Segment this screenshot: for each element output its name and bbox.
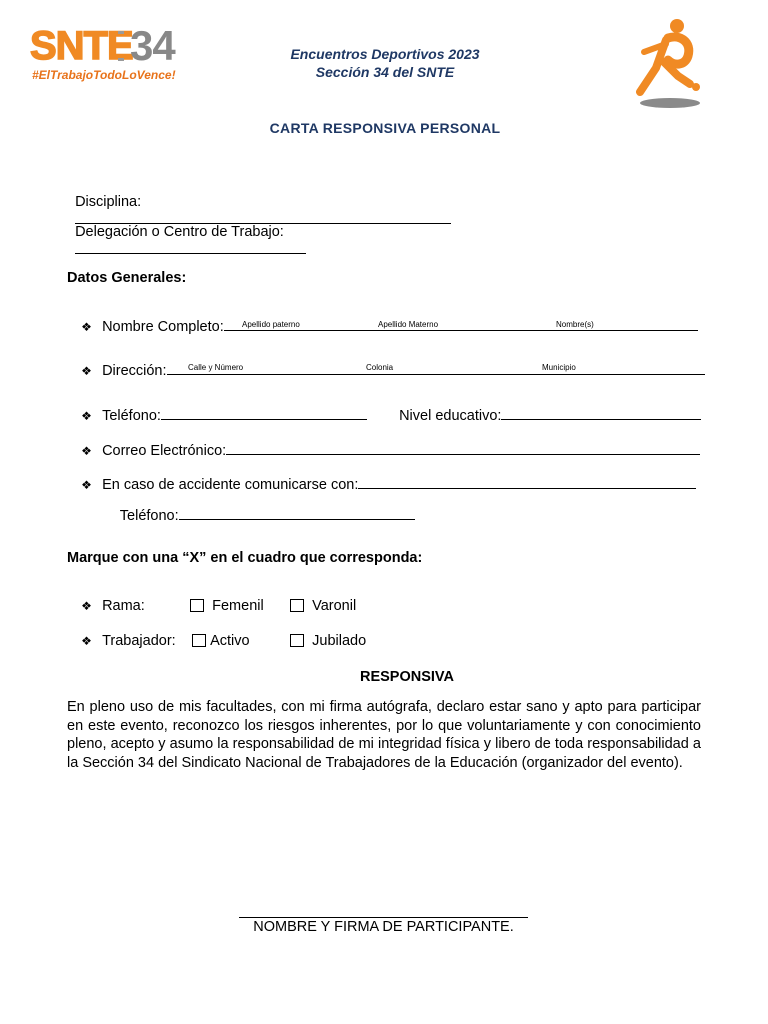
direccion-row [73,345,705,379]
femenil-checkbox[interactable] [190,599,204,612]
marque-heading: Marque con una “X” en el cuadro que corresponda: [67,550,423,566]
direccion-label: Dirección: [102,363,167,379]
sublabel-municipio: Municipio [542,363,576,372]
disciplina-label: Disciplina: [75,194,142,210]
femenil-label: Femenil [212,598,264,614]
telefono-row [73,390,367,424]
logo-divider [118,31,124,61]
correo-row [73,425,700,459]
trabajador-label: Trabajador: [102,633,176,649]
correo-field[interactable] [226,441,700,455]
trabajador-option-activo [184,617,250,649]
sublabel-calle: Calle y Número [188,363,244,372]
snte-34-logo [30,24,190,94]
diamond-bullet-icon: ❖ [81,320,92,334]
header-section: Sección 34 del SNTE [315,64,455,80]
nivel-row [391,390,701,424]
runner-logo-icon [630,14,710,114]
nombre-row [73,301,698,335]
delegacion-label: Delegación o Centro de Trabajo: [75,224,284,240]
diamond-bullet-icon: ❖ [81,444,92,458]
sublabel-nombres: Nombre(s) [556,320,594,329]
direccion-field[interactable] [167,361,705,375]
responsiva-body: En pleno uso de mis facultades, con mi firma autógrafa, declaro estar sano y apto para participar en este evento, reconozco los riesgos inherentes, por lo que voluntariamente y con conocimiento pleno, acepto y asumo la responsabilidad de mi integridad física y libero de toda responsabilidad a la Sección 34 del Sindicato Nacional de Trabajadores de la Educación (organizador del evento). [67,699,701,771]
delegacion-field[interactable] [75,240,306,254]
rama-row [73,582,145,614]
sublabel-colonia: Colonia [366,363,394,372]
activo-checkbox[interactable] [192,634,206,647]
diamond-bullet-icon: ❖ [81,409,92,423]
signature-label: NOMBRE Y FIRMA DE PARTICIPANTE. [253,919,514,935]
document-title: CARTA RESPONSIVA PERSONAL [269,120,501,136]
activo-label: Activo [210,633,250,649]
telefono-field[interactable] [161,406,367,420]
accidente-field[interactable] [358,475,696,489]
diamond-bullet-icon: ❖ [81,599,92,613]
nombre-label: Nombre Completo: [102,319,224,335]
header-event-title: Encuentros Deportivos 2023 [290,46,480,62]
sublabel-apellido-materno: Apellido Materno [378,320,439,329]
nivel-field[interactable] [501,406,701,420]
trabajador-row [73,617,176,649]
responsiva-heading: RESPONSIVA [359,669,454,685]
varonil-checkbox[interactable] [290,599,304,612]
logo-tagline: #ElTrabajoTodoLoVence! [32,68,176,82]
trabajador-option-jubilado [282,617,366,649]
diamond-bullet-icon: ❖ [81,634,92,648]
diamond-bullet-icon: ❖ [81,364,92,378]
jubilado-checkbox[interactable] [290,634,304,647]
rama-option-varonil [282,582,356,614]
accidente-row [73,459,696,493]
correo-label: Correo Electrónico: [102,443,227,459]
logo-number: 34 [130,22,175,69]
accidente-telefono-row [112,490,415,524]
nivel-label: Nivel educativo: [399,408,502,424]
signature-line[interactable] [239,917,528,918]
telefono-label: Teléfono: [102,408,161,424]
jubilado-label: Jubilado [312,633,367,649]
datos-generales-heading: Datos Generales: [67,270,187,286]
rama-option-femenil [182,582,264,614]
accidente-label: En caso de accidente comunicarse con: [102,477,359,493]
accidente-telefono-field[interactable] [179,506,415,520]
sublabel-apellido-paterno: Apellido paterno [242,320,300,329]
delegacion-row [67,208,306,258]
rama-label: Rama: [102,598,145,614]
varonil-label: Varonil [312,598,357,614]
diamond-bullet-icon: ❖ [81,478,92,492]
accidente-telefono-label: Teléfono: [119,508,179,524]
logo-snte-text: SNTE [30,24,133,68]
